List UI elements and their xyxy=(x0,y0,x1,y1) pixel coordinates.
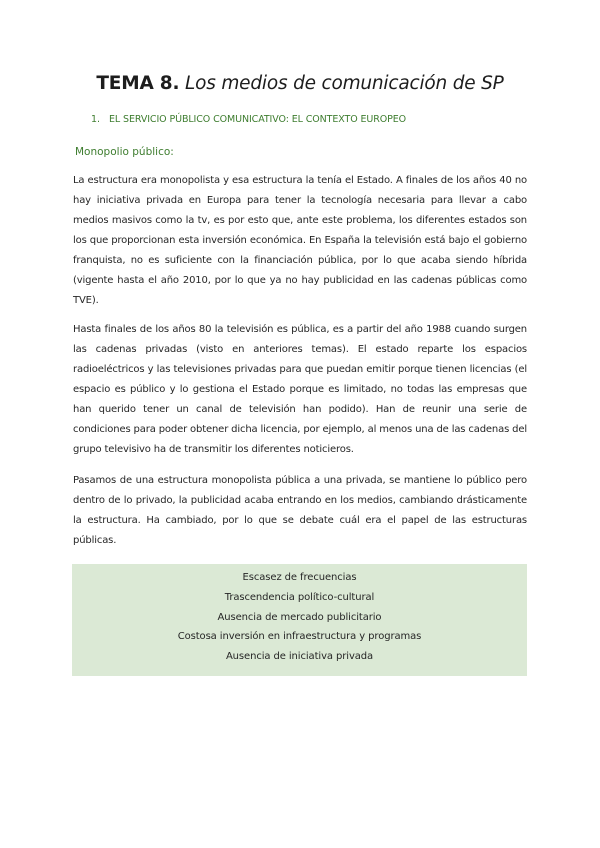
paragraph-3: Pasamos de una estructura monopolista pública a una privada, se mantiene lo público pero dentro de lo privado, la publicidad acaba entrando en los medios, cambiando drásticamente la estructura. Ha cambiado, por lo que se debate cuál era el papel de las estructuras públicas. xyxy=(73,475,527,546)
paragraph-2: Hasta finales de los años 80 la televisión es pública, es a partir del año 1988 cuando surgen las cadenas privadas (visto en anteriores temas). El estado reparte los espacios radioeléctricos y las televisiones privadas para que puedan emitir porque tienen licencias (el espacio es público y lo gestiona el Estado porque es limitado, no todas las empresas que han querido tener un canal de televisión han podido). Han de reunir una serie de condiciones para poder obtener dicha licencia, por ejemplo, al menos una de las cadenas del grupo televisivo ha de transmitir los diferentes noticieros. xyxy=(73,324,527,455)
section-number: 1. xyxy=(91,114,100,125)
section-heading xyxy=(91,113,406,127)
callout-box xyxy=(72,564,527,676)
paragraph-1: La estructura era monopolista y esa estructura la tenía el Estado. A finales de los años 40 no hay iniciativa privada en Europa para tener la tecnología necesaria para llevar a cabo medios masivos como la tv, es por esto que, ante este problema, los diferentes estados son los que proporcionan esta inversión económica. En España la televisión está bajo el gobierno franquista, no es suficiente con la financiación pública, por lo que acaba siendo híbrida (vigente hasta el año 2010, por lo que ya no hay publicidad en las cadenas públicas como TVE). xyxy=(73,175,527,306)
subheading-monopolio: Monopolio público: xyxy=(75,146,174,158)
title-subject: Los medios de comunicación de SP xyxy=(185,73,504,94)
title-prefix: TEMA 8. xyxy=(96,73,180,94)
callout-item: Costosa inversión en infraestructura y programas xyxy=(177,631,422,643)
callout-item: Ausencia de iniciativa privada xyxy=(225,651,374,663)
callout-item: Trascendencia político-cultural xyxy=(224,591,375,603)
page-title xyxy=(0,72,600,96)
callout-item: Escasez de frecuencias xyxy=(242,572,357,583)
section-heading-text: EL SERVICIO PÚBLICO COMUNICATIVO: EL CONTEXTO EUROPEO xyxy=(109,114,407,125)
callout-item: Ausencia de mercado publicitario xyxy=(217,611,382,623)
